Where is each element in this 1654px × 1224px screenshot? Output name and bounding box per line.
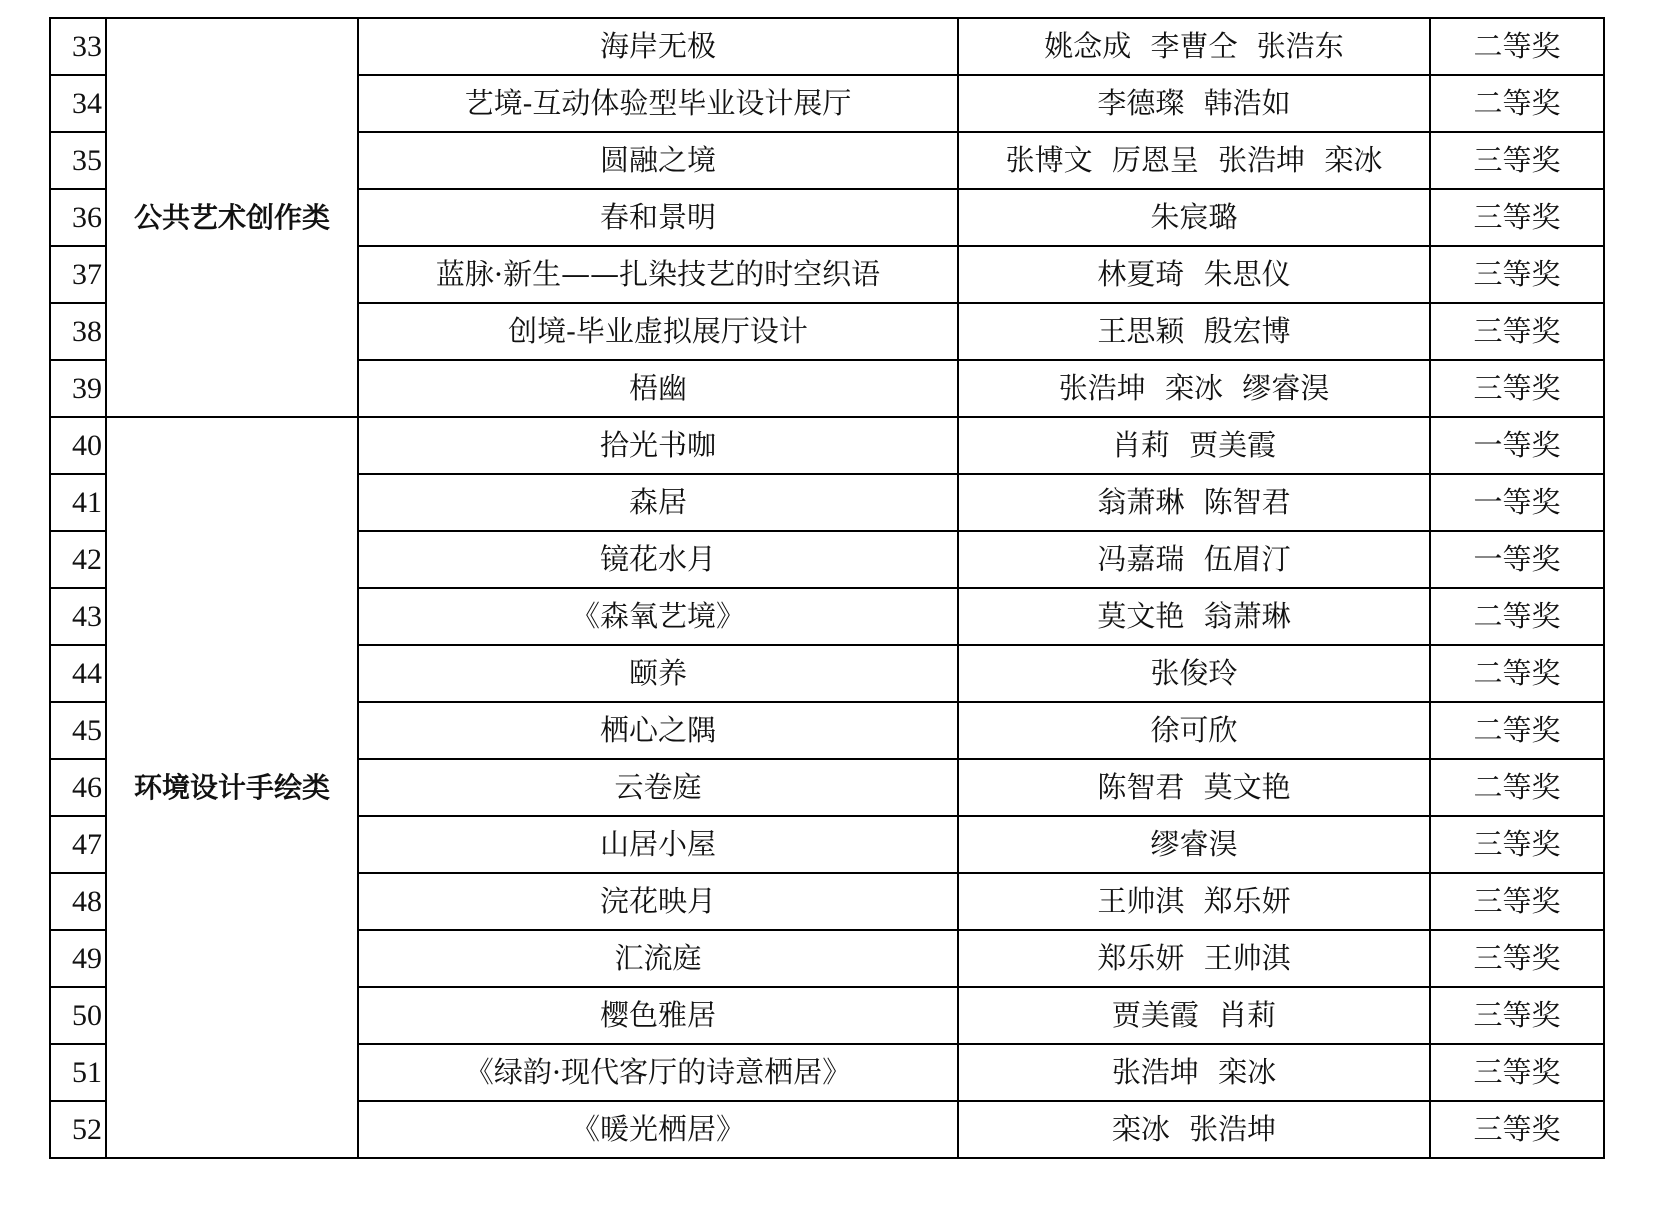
authors: 陈智君 莫文艳 bbox=[958, 759, 1430, 816]
row-number: 34 bbox=[50, 75, 106, 132]
work-title: 森居 bbox=[358, 474, 958, 531]
authors: 王帅淇 郑乐妍 bbox=[958, 873, 1430, 930]
authors: 朱宸璐 bbox=[958, 189, 1430, 246]
award-level: 三等奖 bbox=[1430, 873, 1604, 930]
work-title: 颐养 bbox=[358, 645, 958, 702]
work-title: 创境-毕业虚拟展厅设计 bbox=[358, 303, 958, 360]
award-table-body bbox=[50, 18, 1604, 1158]
work-title: 《森氧艺境》 bbox=[358, 588, 958, 645]
authors: 张浩坤 栾冰 缪睿淏 bbox=[958, 360, 1430, 417]
award-level: 一等奖 bbox=[1430, 531, 1604, 588]
authors: 肖莉 贾美霞 bbox=[958, 417, 1430, 474]
award-level: 一等奖 bbox=[1430, 417, 1604, 474]
award-level: 二等奖 bbox=[1430, 18, 1604, 75]
row-number: 33 bbox=[50, 18, 106, 75]
award-level: 三等奖 bbox=[1430, 189, 1604, 246]
work-title: 春和景明 bbox=[358, 189, 958, 246]
authors: 李德璨 韩浩如 bbox=[958, 75, 1430, 132]
award-level: 三等奖 bbox=[1430, 930, 1604, 987]
row-number: 43 bbox=[50, 588, 106, 645]
award-table bbox=[49, 17, 1605, 1159]
work-title: 汇流庭 bbox=[358, 930, 958, 987]
award-level: 二等奖 bbox=[1430, 702, 1604, 759]
work-title: 《暖光栖居》 bbox=[358, 1101, 958, 1158]
work-title: 云卷庭 bbox=[358, 759, 958, 816]
work-title: 拾光书咖 bbox=[358, 417, 958, 474]
award-level: 三等奖 bbox=[1430, 132, 1604, 189]
row-number: 37 bbox=[50, 246, 106, 303]
authors: 徐可欣 bbox=[958, 702, 1430, 759]
authors: 栾冰 张浩坤 bbox=[958, 1101, 1430, 1158]
row-number: 50 bbox=[50, 987, 106, 1044]
authors: 贾美霞 肖莉 bbox=[958, 987, 1430, 1044]
authors: 莫文艳 翁萧琳 bbox=[958, 588, 1430, 645]
authors: 王思颖 殷宏博 bbox=[958, 303, 1430, 360]
row-number: 46 bbox=[50, 759, 106, 816]
work-title: 艺境-互动体验型毕业设计展厅 bbox=[358, 75, 958, 132]
award-level: 一等奖 bbox=[1430, 474, 1604, 531]
award-level: 三等奖 bbox=[1430, 987, 1604, 1044]
row-number: 39 bbox=[50, 360, 106, 417]
authors: 翁萧琳 陈智君 bbox=[958, 474, 1430, 531]
work-title: 圆融之境 bbox=[358, 132, 958, 189]
work-title: 海岸无极 bbox=[358, 18, 958, 75]
award-level: 三等奖 bbox=[1430, 1044, 1604, 1101]
award-level: 三等奖 bbox=[1430, 303, 1604, 360]
award-level: 二等奖 bbox=[1430, 588, 1604, 645]
row-number: 42 bbox=[50, 531, 106, 588]
authors: 缪睿淏 bbox=[958, 816, 1430, 873]
award-level: 三等奖 bbox=[1430, 816, 1604, 873]
award-level: 三等奖 bbox=[1430, 1101, 1604, 1158]
row-number: 47 bbox=[50, 816, 106, 873]
authors: 张浩坤 栾冰 bbox=[958, 1044, 1430, 1101]
authors: 张博文 厉恩呈 张浩坤 栾冰 bbox=[958, 132, 1430, 189]
row-number: 51 bbox=[50, 1044, 106, 1101]
row-number: 38 bbox=[50, 303, 106, 360]
table-row bbox=[50, 18, 1604, 75]
category-label: 公共艺术创作类 bbox=[106, 18, 358, 417]
work-title: 浣花映月 bbox=[358, 873, 958, 930]
work-title: 梧幽 bbox=[358, 360, 958, 417]
category-label: 环境设计手绘类 bbox=[106, 417, 358, 1158]
award-level: 三等奖 bbox=[1430, 360, 1604, 417]
row-number: 40 bbox=[50, 417, 106, 474]
work-title: 栖心之隅 bbox=[358, 702, 958, 759]
award-level: 二等奖 bbox=[1430, 759, 1604, 816]
work-title: 《绿韵·现代客厅的诗意栖居》 bbox=[358, 1044, 958, 1101]
work-title: 蓝脉·新生——扎染技艺的时空织语 bbox=[358, 246, 958, 303]
row-number: 44 bbox=[50, 645, 106, 702]
award-level: 二等奖 bbox=[1430, 645, 1604, 702]
row-number: 35 bbox=[50, 132, 106, 189]
award-level: 三等奖 bbox=[1430, 246, 1604, 303]
row-number: 45 bbox=[50, 702, 106, 759]
authors: 冯嘉瑞 伍眉汀 bbox=[958, 531, 1430, 588]
authors: 张俊玲 bbox=[958, 645, 1430, 702]
authors: 郑乐妍 王帅淇 bbox=[958, 930, 1430, 987]
work-title: 樱色雅居 bbox=[358, 987, 958, 1044]
row-number: 52 bbox=[50, 1101, 106, 1158]
award-level: 二等奖 bbox=[1430, 75, 1604, 132]
table-row bbox=[50, 417, 1604, 474]
work-title: 镜花水月 bbox=[358, 531, 958, 588]
row-number: 48 bbox=[50, 873, 106, 930]
row-number: 49 bbox=[50, 930, 106, 987]
row-number: 36 bbox=[50, 189, 106, 246]
authors: 林夏琦 朱思仪 bbox=[958, 246, 1430, 303]
row-number: 41 bbox=[50, 474, 106, 531]
authors: 姚念成 李曹仝 张浩东 bbox=[958, 18, 1430, 75]
work-title: 山居小屋 bbox=[358, 816, 958, 873]
award-list-page bbox=[49, 17, 1605, 1159]
